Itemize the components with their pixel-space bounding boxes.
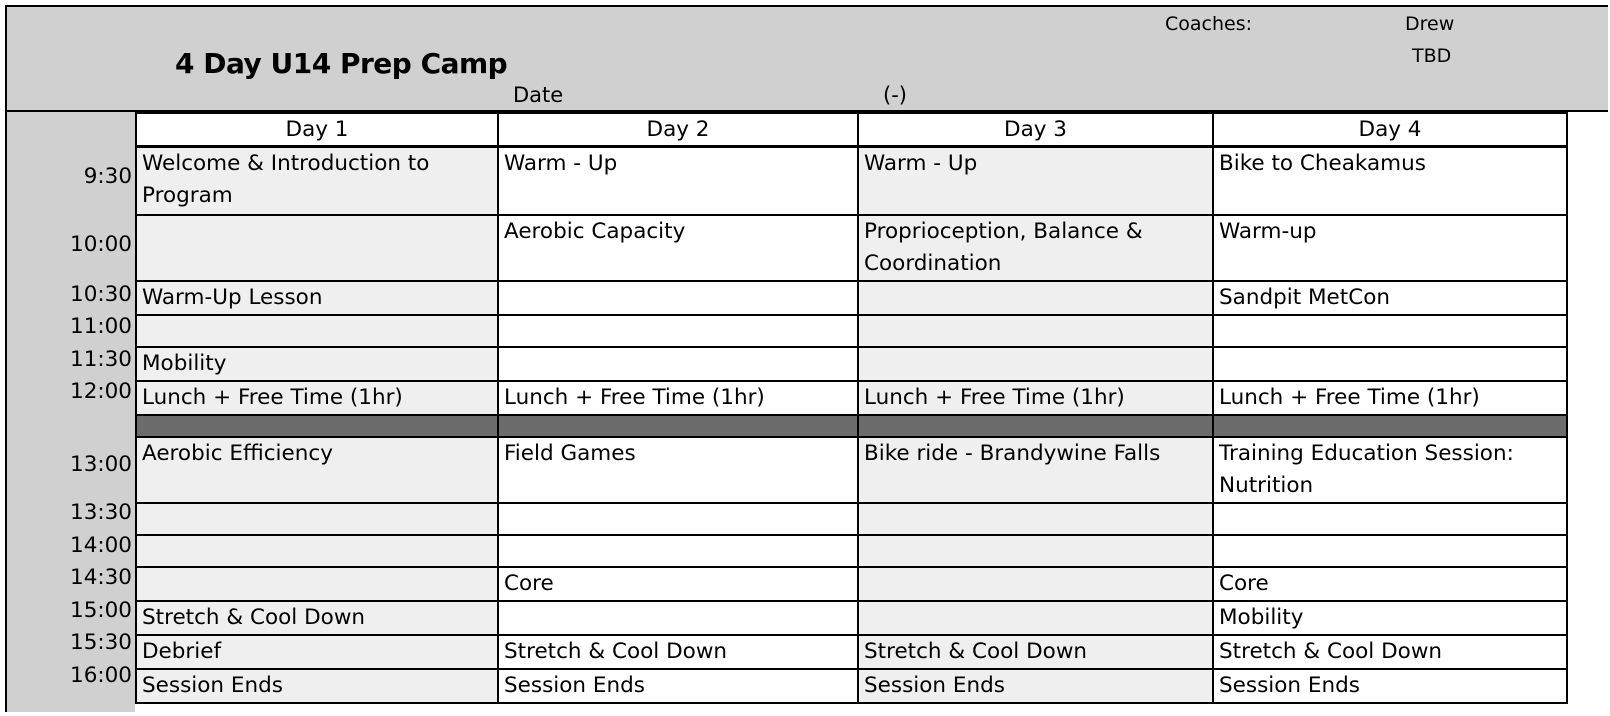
session-cell: Stretch & Cool Down [498, 635, 858, 669]
session-cell [136, 215, 498, 281]
date-value: (-) [883, 83, 907, 107]
session-cell [498, 535, 858, 567]
session-cell [1213, 315, 1567, 347]
day-header: Day 4 [1213, 113, 1567, 147]
session-cell: Warm - Up [858, 147, 1213, 215]
session-cell: Lunch + Free Time (1hr) [136, 381, 498, 415]
session-cell: Bike ride - Brandywine Falls [858, 437, 1213, 503]
schedule-row [136, 315, 1567, 347]
session-cell [1213, 535, 1567, 567]
schedule-row [136, 147, 1567, 215]
session-cell [1213, 503, 1567, 535]
session-cell [858, 503, 1213, 535]
schedule-row [136, 281, 1567, 315]
session-cell: Session Ends [1213, 669, 1567, 703]
session-cell: Lunch + Free Time (1hr) [858, 381, 1213, 415]
day-header: Day 1 [136, 113, 498, 147]
session-cell: Aerobic Efficiency [136, 437, 498, 503]
session-cell: Bike to Cheakamus [1213, 147, 1567, 215]
time-label: 15:00 [70, 598, 132, 623]
session-cell: Session Ends [498, 669, 858, 703]
session-cell [858, 567, 1213, 601]
session-cell: Session Ends [136, 669, 498, 703]
time-label: 14:30 [70, 565, 132, 590]
day-header: Day 2 [498, 113, 858, 147]
session-cell [858, 601, 1213, 635]
session-cell [498, 503, 858, 535]
time-label: 16:00 [70, 663, 132, 688]
time-label: 11:30 [70, 347, 132, 372]
schedule-row [136, 635, 1567, 669]
time-label: 13:00 [70, 452, 132, 477]
day-header: Day 3 [858, 113, 1213, 147]
schedule-table [135, 112, 1568, 704]
separator-cell [1213, 415, 1567, 437]
session-cell: Sandpit MetCon [1213, 281, 1567, 315]
session-cell: Warm - Up [498, 147, 858, 215]
time-label: 14:00 [70, 533, 132, 558]
date-label: Date [513, 83, 564, 107]
session-cell [858, 535, 1213, 567]
session-cell: Mobility [1213, 601, 1567, 635]
session-cell: Warm-up [1213, 215, 1567, 281]
session-cell [136, 503, 498, 535]
session-cell: Stretch & Cool Down [136, 601, 498, 635]
session-cell [1213, 347, 1567, 381]
time-label: 13:30 [70, 500, 132, 525]
session-cell [858, 347, 1213, 381]
session-cell: Debrief [136, 635, 498, 669]
session-cell [498, 315, 858, 347]
session-cell [498, 347, 858, 381]
schedule-row [136, 567, 1567, 601]
session-cell: Mobility [136, 347, 498, 381]
coach-name-2: TBD [1412, 45, 1452, 67]
page-title: 4 Day U14 Prep Camp [175, 47, 508, 80]
schedule-row [136, 503, 1567, 535]
time-label: 10:00 [70, 232, 132, 257]
session-cell [498, 601, 858, 635]
separator-cell [136, 415, 498, 437]
session-cell: Core [498, 567, 858, 601]
session-cell: Session Ends [858, 669, 1213, 703]
session-cell: Core [1213, 567, 1567, 601]
schedule-row [136, 215, 1567, 281]
session-cell: Training Education Session: Nutrition [1213, 437, 1567, 503]
separator-cell [858, 415, 1213, 437]
session-cell: Warm-Up Lesson [136, 281, 498, 315]
day-header-row [136, 113, 1567, 147]
session-cell [136, 535, 498, 567]
separator-cell [498, 415, 858, 437]
schedule-sheet [5, 5, 1608, 712]
coach-name-1: Drew [1405, 13, 1455, 35]
session-cell: Welcome & Introduction to Program [136, 147, 498, 215]
session-cell: Aerobic Capacity [498, 215, 858, 281]
schedule-row [136, 669, 1567, 703]
session-cell: Stretch & Cool Down [1213, 635, 1567, 669]
schedule-row [136, 437, 1567, 503]
session-cell [858, 281, 1213, 315]
time-label: 11:00 [70, 314, 132, 339]
time-label: 15:30 [70, 630, 132, 655]
coaches-label: Coaches: [1165, 13, 1253, 35]
schedule-row [136, 601, 1567, 635]
session-cell [136, 567, 498, 601]
session-cell: Lunch + Free Time (1hr) [1213, 381, 1567, 415]
session-cell: Stretch & Cool Down [858, 635, 1213, 669]
session-cell [858, 315, 1213, 347]
time-label: 12:00 [70, 379, 132, 404]
schedule-row [136, 381, 1567, 415]
session-cell: Field Games [498, 437, 858, 503]
schedule-row [136, 347, 1567, 381]
lunch-separator-row [136, 415, 1567, 437]
time-label: 10:30 [70, 282, 132, 307]
time-label: 9:30 [83, 164, 132, 189]
session-cell [136, 315, 498, 347]
session-cell: Proprioception, Balance & Coordination [858, 215, 1213, 281]
session-cell [498, 281, 858, 315]
session-cell: Lunch + Free Time (1hr) [498, 381, 858, 415]
schedule-row [136, 535, 1567, 567]
